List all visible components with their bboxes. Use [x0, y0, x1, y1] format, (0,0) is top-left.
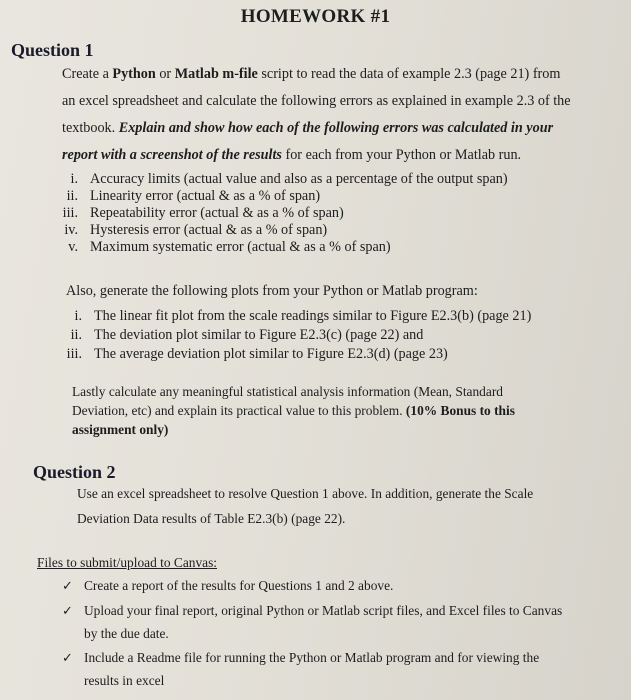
- error-item: [48, 240, 391, 254]
- checkmark-icon: ✓: [62, 604, 73, 619]
- list-number: ii.: [70, 327, 82, 343]
- list-text: The deviation plot similar to Figure E2.3(c) (page 22) and: [94, 327, 424, 343]
- q1-intro-line-3: [62, 121, 553, 135]
- q1-intro-text: script to read the data of example 2.3 (page 21) from: [257, 66, 561, 82]
- plot-item: [52, 328, 423, 342]
- files-item-continuation: results in excel: [84, 673, 165, 688]
- q2-line-1: Use an excel spreadsheet to resolve Question 1 above. In addition, generate the Scale: [77, 486, 534, 501]
- error-item: [48, 189, 320, 203]
- list-text: Hysteresis error (actual & as a % of span): [90, 222, 328, 238]
- matlab-term: Matlab m-file: [174, 66, 258, 82]
- q1-intro-text: Create a: [62, 66, 113, 82]
- bonus-text: (10% Bonus to this: [405, 403, 515, 418]
- list-text: Repeatability error (actual & as a % of span): [90, 205, 344, 221]
- lastly-line-2: [72, 404, 515, 417]
- list-number: iii.: [62, 205, 78, 221]
- plots-intro: Also, generate the following plots from your Python or Matlab program:: [66, 283, 478, 299]
- files-heading: Files to submit/upload to Canvas:: [37, 555, 218, 570]
- files-item: [62, 604, 562, 618]
- q1-intro-emphasis: Explain and show how each of the following errors was calculated in your: [118, 120, 554, 136]
- list-number: i.: [74, 308, 82, 324]
- q1-intro-emphasis: report with a screenshot of the results: [62, 147, 282, 163]
- list-number: i.: [70, 171, 78, 187]
- files-item-text: Upload your final report, original Python or Matlab script files, and Excel files to Canvas: [84, 603, 563, 618]
- error-item: [48, 223, 327, 237]
- python-term: Python: [112, 66, 156, 82]
- list-number: ii.: [66, 188, 78, 204]
- files-item-text: Include a Readme file for running the Python or Matlab program and for viewing the: [84, 650, 540, 665]
- q1-intro-line-4: [62, 148, 521, 162]
- error-item: [48, 206, 344, 220]
- plot-item: [52, 309, 531, 323]
- lastly-text: Deviation, etc) and explain its practical value to this problem.: [72, 403, 406, 418]
- q1-intro-text: textbook.: [62, 120, 119, 136]
- list-number: iv.: [64, 222, 78, 238]
- q2-line-2: Deviation Data results of Table E2.3(b) (page 22).: [77, 511, 346, 526]
- files-item-text: Create a report of the results for Questions 1 and 2 above.: [84, 578, 394, 593]
- checkmark-icon: ✓: [62, 651, 73, 666]
- files-item-continuation: by the due date.: [84, 626, 169, 641]
- list-number: v.: [68, 239, 78, 255]
- question-1-heading: Question 1: [11, 40, 94, 60]
- list-text: The linear fit plot from the scale readings similar to Figure E2.3(b) (page 21): [94, 308, 532, 324]
- lastly-line-1: Lastly calculate any meaningful statistical analysis information (Mean, Standard: [72, 384, 503, 399]
- list-text: Maximum systematic error (actual & as a % of span): [90, 239, 391, 255]
- question-2-heading: Question 2: [33, 462, 116, 482]
- files-item: [62, 579, 393, 593]
- files-item: [62, 651, 539, 665]
- list-text: Accuracy limits (actual value and also as a percentage of the output span): [90, 171, 508, 187]
- page-title: HOMEWORK #1: [240, 6, 391, 27]
- q1-intro-text: or: [155, 66, 175, 82]
- list-number: iii.: [66, 346, 82, 362]
- error-item: [48, 172, 508, 186]
- list-text: The average deviation plot similar to Figure E2.3(d) (page 23): [94, 346, 448, 362]
- q1-intro-line-2: an excel spreadsheet and calculate the following errors as explained in example 2.3 of the: [62, 93, 571, 109]
- q1-intro-line-1: [62, 67, 560, 81]
- list-text: Linearity error (actual & as a % of span): [90, 188, 321, 204]
- plot-item: [52, 347, 448, 361]
- lastly-line-3: assignment only): [72, 422, 169, 437]
- q1-intro-text: for each from your Python or Matlab run.: [281, 147, 522, 163]
- checkmark-icon: ✓: [62, 579, 73, 594]
